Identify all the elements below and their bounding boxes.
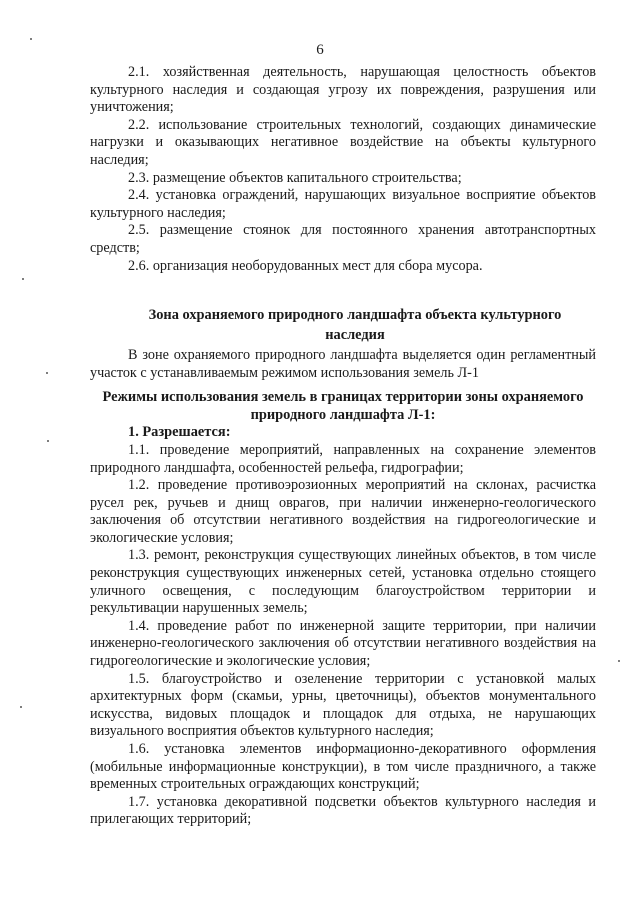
document-body (90, 64, 596, 829)
page-number: 6 (316, 42, 324, 58)
list-item: 1.6. установка элементов информационно-декоративного оформления (мобильные информационные конструкции), в том числе праздничного, а также временных строительных ограждающих конструкций; (90, 741, 596, 793)
list-item: 1.1. проведение мероприятий, направленных на сохранение элементов природного ландшафта, особенностей рельефа, гидрографии; (90, 441, 596, 476)
allowed-title: 1. Разрешается: (128, 424, 231, 441)
list-item: 2.3. размещение объектов капитального строительства; (128, 169, 462, 186)
allowed-list (90, 442, 596, 829)
prohibited-list (90, 64, 596, 275)
list-item: 2.2. использование строительных технологий, создающих динамические нагрузки и оказывающих негативное воздействие на объекты культурного наследия; (90, 116, 596, 168)
scan-speck (47, 440, 49, 442)
zone-heading: Зона охраняемого природного ландшафта объекта культурного наследия (148, 307, 562, 344)
list-item: 2.6. организация необорудованных мест для сбора мусора. (128, 257, 483, 274)
zone-intro: В зоне охраняемого природного ландшафта выделяется один регламентный участок с устанавливаемым режимом использования земель Л-1 (90, 347, 596, 381)
list-item: 2.1. хозяйственная деятельность, нарушающая целостность объектов культурного наследия и создающая угрозу их повреждения, разрушения или уничтожения; (90, 64, 596, 116)
list-item: 1.2. проведение противоэрозионных мероприятий на склонах, расчистка русел рек, ручьев и днищ оврагов, при наличии инженерно-геологического заключения об отсутствии негативного воздействия на гидрогеологические и экологические условия; (90, 477, 596, 546)
scan-speck (20, 706, 22, 708)
scan-speck (22, 278, 24, 280)
modes-heading: Режимы использования земель в границах территории зоны охраняемого природного ландшафта Л-1: (102, 389, 584, 424)
list-item: 2.5. размещение стоянок для постоянного хранения автотранспортных средств; (90, 222, 596, 256)
scan-speck (46, 372, 48, 374)
scan-speck (618, 660, 620, 662)
list-item: 2.4. установка ограждений, нарушающих визуальное восприятие объектов культурного наследия; (90, 187, 596, 221)
list-item: 1.5. благоустройство и озеленение территории с установкой малых архитектурных форм (скамьи, урны, цветочницы), объектов монументального искусства, видовых площадок и площадок для отдыха, не нарушающих визуального восприятия объектов культурного наследия; (90, 670, 596, 740)
list-item: 1.4. проведение работ по инженерной защите территории, при наличии инженерно-геологического заключения об отсутствии негативного воздействия на гидрогеологические и экологические условия; (90, 617, 596, 670)
list-item: 1.3. ремонт, реконструкция существующих линейных объектов, в том числе реконструкция существующих инженерных сетей, установка отдельно стоящего уличного освещения, с последующим благоустройством территории и рекультивации нарушенных земель; (90, 547, 596, 617)
list-item: 1.7. установка декоративной подсветки объектов культурного наследия и прилегающих территорий; (90, 793, 596, 828)
scan-speck (30, 38, 32, 40)
